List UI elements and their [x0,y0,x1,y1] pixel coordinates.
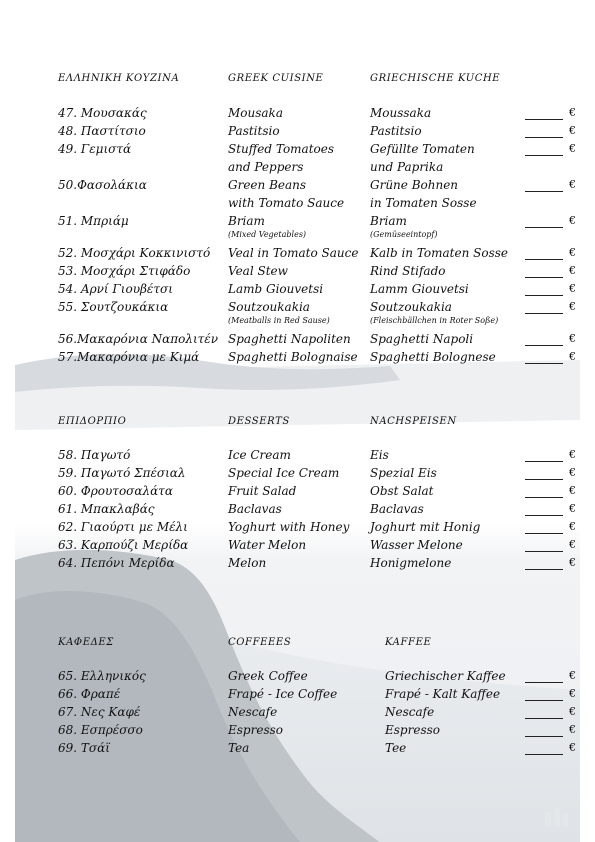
item-name-german: Spaghetti Napoli [370,332,474,346]
item-name-english: Tea [228,741,250,755]
item-name-greek: 54. Αρνί Γιουβέτσι [58,282,173,296]
item-name-german: Honigmelone [370,556,452,570]
item-name-english: Melon [228,556,267,570]
item-name-german: Tee [385,741,407,755]
item-name-english: Mousaka [228,106,283,120]
item-name-greek: 60. Φρουτοσαλάτα [58,484,173,498]
heading-german: GRIECHISCHE KUCHE [370,73,501,84]
item-note-german: (Fleischbällchen in Roter Soße) [370,316,499,325]
item-name-german: Briam [370,214,407,228]
item-name-english: Ice Cream [228,448,291,462]
price-blank-line [525,736,563,737]
item-name-german-line2: in Tomaten Sosse [370,196,477,210]
currency-symbol: € [569,741,576,754]
currency-symbol: € [569,350,576,363]
currency-symbol: € [569,723,576,736]
item-name-greek: 56.Μακαρόνια Ναπολιτέν [58,332,219,346]
item-name-german: Nescafe [385,705,435,719]
item-note-english: (Meatballs in Red Sause) [228,316,330,325]
item-name-german: Obst Salat [370,484,434,498]
item-note-english: (Mixed Vegetables) [228,230,307,239]
item-name-english: Green Beans [228,178,307,192]
item-name-english: Pastitsio [228,124,280,138]
heading-german: NACHSPEISEN [370,416,457,427]
item-name-english: Stuffed Tomatoes [228,142,335,156]
currency-symbol: € [569,106,576,119]
currency-symbol: € [569,520,576,533]
currency-symbol: € [569,484,576,497]
heading-english: GREEK CUISINE [228,73,324,84]
item-name-greek: 50.Φασολάκια [58,178,147,192]
price-blank-line [525,682,563,683]
currency-symbol: € [569,178,576,191]
item-name-english: Briam [228,214,265,228]
item-name-german: Joghurt mit Honig [370,520,481,534]
item-name-english: Espresso [228,723,283,737]
item-name-greek: 62. Γιαούρτι με Μέλι [58,520,188,534]
currency-symbol: € [569,466,576,479]
menu-item [0,705,595,723]
item-name-german: Spaghetti Bolognese [370,350,496,364]
item-name-greek: 63. Καρπούζι Μερίδα [58,538,189,552]
item-name-greek: 51. Μπριάμ [58,214,129,228]
item-name-greek: 55. Σουτζουκάκια [58,300,169,314]
heading-greek: ΚΑΦΕΔΕΣ [58,637,114,648]
item-name-greek: 65. Ελληνικός [58,669,146,683]
item-name-german: Rind Stifado [370,264,446,278]
currency-symbol: € [569,556,576,569]
item-name-german: Frapé - Kalt Kaffee [385,687,501,701]
item-name-greek: 59. Παγωτό Σπέσιαλ [58,466,186,480]
item-name-german: Kalb in Tomaten Sosse [370,246,508,260]
price-field [525,689,579,701]
item-name-german: Soutzoukakia [370,300,452,314]
menu-item [0,669,595,687]
price-field [525,671,579,683]
item-name-greek: 49. Γεμιστά [58,142,132,156]
menu-item [0,687,595,705]
item-name-greek: 53. Μοσχάρι Στιφάδο [58,264,191,278]
item-name-german: Lamm Giouvetsi [370,282,469,296]
item-name-greek: 68. Εσπρέσσο [58,723,143,737]
item-name-greek: 67. Νες Καφέ [58,705,141,719]
currency-symbol: € [569,264,576,277]
item-name-english: Veal in Tomato Sauce [228,246,359,260]
price-blank-line [525,754,563,755]
heading-english: COFFEEES [228,637,292,648]
item-name-greek: 64. Πεπόνι Μερίδα [58,556,175,570]
currency-symbol: € [569,332,576,345]
item-name-greek: 47. Μουσακάς [58,106,147,120]
currency-symbol: € [569,142,576,155]
currency-symbol: € [569,669,576,682]
price-blank-line [525,700,563,701]
item-name-english: Yoghurt with Honey [228,520,350,534]
item-name-english: Water Melon [228,538,307,552]
item-name-greek: 69. Τσάϊ [58,741,110,755]
price-field [525,743,579,755]
item-name-english: Veal Stew [228,264,288,278]
currency-symbol: € [569,538,576,551]
item-name-german: Baclavas [370,502,424,516]
price-field [525,707,579,719]
currency-symbol: € [569,687,576,700]
item-name-german: Wasser Melone [370,538,463,552]
item-name-english: Frapé - Ice Coffee [228,687,338,701]
item-name-german: Grüne Bohnen [370,178,459,192]
item-name-english: Spaghetti Napoliten [228,332,351,346]
item-name-greek: 58. Παγωτό [58,448,131,462]
heading-english: DESSERTS [228,416,290,427]
item-name-english-line2: with Tomato Sauce [228,196,345,210]
currency-symbol: € [569,124,576,137]
currency-symbol: € [569,246,576,259]
item-name-english: Fruit Salad [228,484,297,498]
currency-symbol: € [569,448,576,461]
currency-symbol: € [569,705,576,718]
item-name-german: Espresso [385,723,440,737]
menu-item [0,741,595,759]
item-name-german: Spezial Eis [370,466,437,480]
item-name-greek: 57.Μακαρόνια με Κιμά [58,350,200,364]
currency-symbol: € [569,214,576,227]
item-name-english: Greek Coffee [228,669,308,683]
menu-item [0,723,595,741]
item-name-german-line2: und Paprika [370,160,444,174]
item-name-german: Griechischer Kaffee [385,669,506,683]
item-name-greek: 66. Φραπέ [58,687,121,701]
item-note-german: (Gemüseeintopf) [370,230,438,239]
item-name-greek: 48. Παστίτσιο [58,124,146,138]
item-name-greek: 61. Μπακλαβάς [58,502,155,516]
currency-symbol: € [569,300,576,313]
price-field [525,725,579,737]
item-name-english: Special Ice Cream [228,466,340,480]
heading-greek: ΕΠΙΔΟΡΠΙΟ [58,416,127,427]
item-name-english: Nescafe [228,705,278,719]
currency-symbol: € [569,502,576,515]
heading-german: KAFFEE [385,637,432,648]
price-blank-line [525,718,563,719]
item-name-english: Soutzoukakia [228,300,310,314]
heading-greek: ΕΛΛΗΝΙΚΗ ΚΟΥΖΙΝΑ [58,73,180,84]
item-name-german: Pastitsio [370,124,422,138]
item-name-german: Eis [370,448,389,462]
item-name-greek: 52. Μοσχάρι Κοκκινιστό [58,246,211,260]
item-name-english: Spaghetti Bolognaise [228,350,358,364]
item-name-german: Moussaka [370,106,432,120]
currency-symbol: € [569,282,576,295]
item-name-german: Gefüllte Tomaten [370,142,475,156]
item-name-english-line2: and Peppers [228,160,304,174]
item-name-english: Baclavas [228,502,282,516]
item-name-english: Lamb Giouvetsi [228,282,324,296]
